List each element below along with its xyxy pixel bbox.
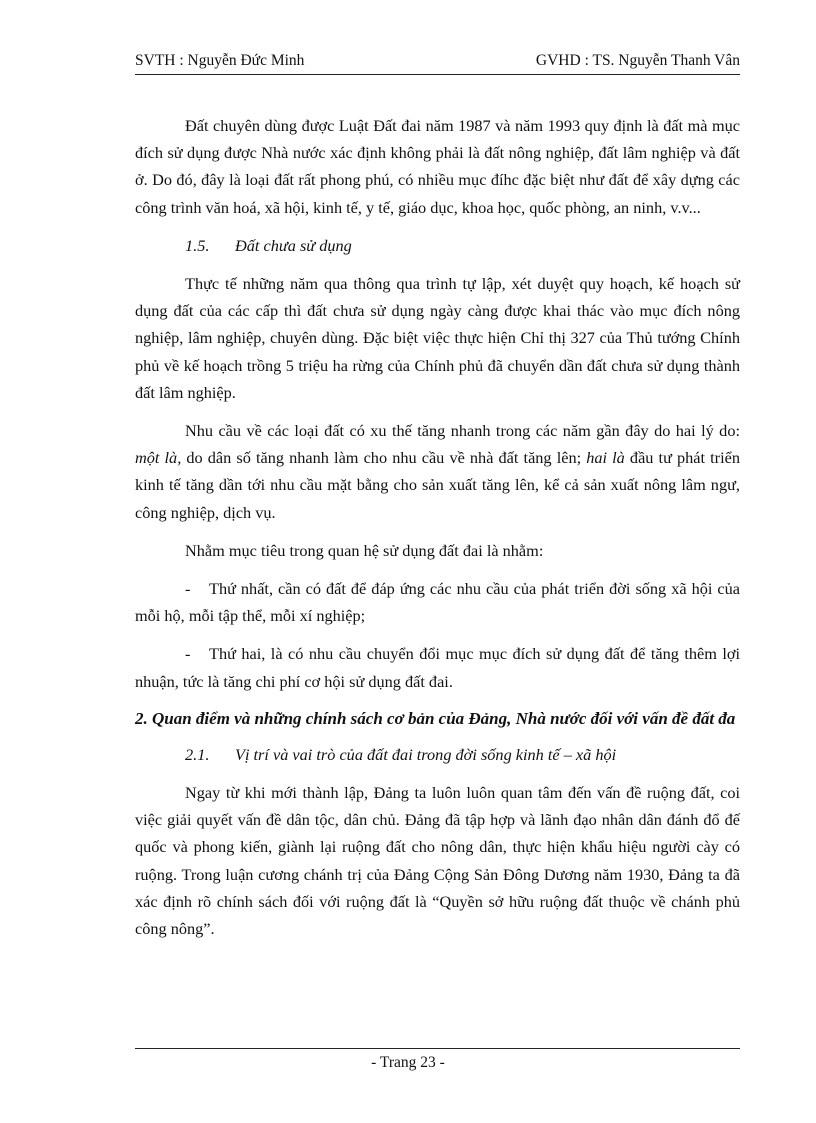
paragraph-2: Thực tế những năm qua thông qua trình tự lập, xét duyệt quy hoạch, kế hoạch sử dụng đất của các cấp thì đất chưa sử dụng ngày càng được khai thác vào mục đích nông nghiệp, lâm nghiệp, chuyên dùng. Đặc biệt việc thực hiện Chỉ thị 327 của Thủ tướng Chính phủ về kế hoạch trồng 5 triệu ha rừng của Chính phủ đã chuyển dần đất chưa sử dụng thành đất lâm nghiệp. — [135, 274, 740, 402]
subheading-1-5 — [135, 232, 740, 259]
bullet-item-2 — [135, 640, 740, 694]
page-header — [135, 50, 740, 75]
subheading-2-1 — [135, 741, 740, 768]
paragraph-1: Đất chuyên dùng được Luật Đất đai năm 1987 và năm 1993 quy định là đất mà mục đích sử dụng được Nhà nước xác định không phải là đất nông nghiệp, đất lâm nghiệp và đất ở. Do đó, đây là loại đất rất phong phú, có nhiều mục đíhc đặc biệt như đất để xây dựng các công trình văn hoá, xã hội, kinh tế, y tế, giáo dục, khoa học, quốc phòng, an ninh, v.v... — [135, 116, 740, 217]
paragraph-3-text: do dân số tăng nhanh làm cho nhu cầu về nhà đất tăng lên; — [181, 448, 587, 468]
emphasis-hai-la: hai là — [586, 448, 625, 468]
bullet-item-1 — [135, 575, 740, 629]
subheading-number: 1.5. — [185, 235, 210, 255]
bullet-text: Thứ hai, là có nhu cầu chuyển đổi mục mục đích sử dụng đất để tăng thêm lợi nhuận, tức là tăng chi phí cơ hội sử dụng đất đai. — [135, 644, 740, 691]
paragraph-4: Nhằm mục tiêu trong quan hệ sử dụng đất đai là nhằm: — [185, 540, 544, 560]
paragraph-5: Ngay từ khi mới thành lập, Đảng ta luôn luôn quan tâm đến vấn đề ruộng đất, coi việc giải quyết vấn đề dân tộc, dân chủ. Đảng đã tập hợp và lãnh đạo nhân dân đánh đổ đế quốc và phong kiến, giành lại ruộng đất cho nông dân, thực hiện khẩu hiệu người cày có ruộng. Trong luận cương chánh trị của Đảng Cộng Sản Đông Dương năm 1930, Đảng ta đã xác định rõ chính sách đối với ruộng đất là “Quyền sở hữu ruộng đất thuộc về chánh phủ công nông”. — [135, 783, 740, 939]
advisor-name: GVHD : TS. Nguyễn Thanh Vân — [535, 52, 740, 69]
footer-divider — [135, 1048, 740, 1049]
paragraph-3 — [135, 417, 740, 526]
bullet-dash: - — [185, 579, 191, 599]
page-number: - Trang 23 - — [371, 1054, 445, 1071]
page-body — [135, 112, 740, 953]
paragraph-3-text: đầu tư phát triển kinh tế tăng dần tới nhu cầu mặt bằng cho sản xuất tăng lên, kể cả sản xuất nông lâm ngư, công nghiệp, dịch vụ. — [135, 448, 740, 522]
bullet-dash: - — [185, 644, 191, 664]
paragraph-3-text: Nhu cầu về các loại đất có xu thế tăng nhanh trong các năm gần đây do hai lý do: — [185, 421, 740, 441]
subheading-title: Vị trí và vai trò của đất đai trong đời sống kinh tế – xã hội — [235, 744, 617, 764]
student-name: SVTH : Nguyễn Đức Minh — [135, 52, 305, 69]
subheading-title: Đất chưa sử dụng — [235, 235, 352, 255]
emphasis-mot-la: một là, — [135, 448, 182, 468]
section-heading-2: 2. Quan điểm và những chính sách cơ bản của Đảng, Nhà nước đối với vấn đề đất đa — [135, 708, 736, 728]
bullet-text: Thứ nhất, cần có đất để đáp ứng các nhu cầu của phát triển đời sống xã hội của mỗi hộ, mỗi tập thể, mỗi xí nghiệp; — [135, 579, 740, 626]
subheading-number: 2.1. — [185, 744, 210, 764]
